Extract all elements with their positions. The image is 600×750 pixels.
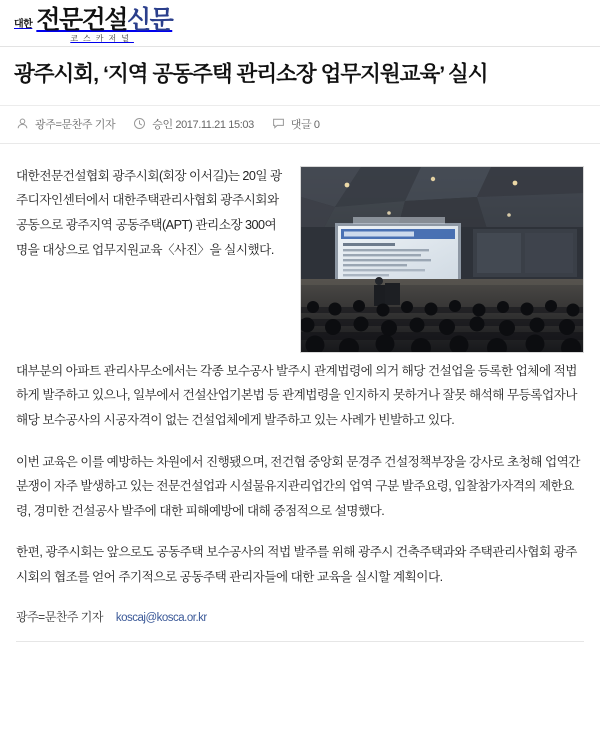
byline-date-label: 승인 2017.11.21 15:03 <box>152 118 254 131</box>
logo-row <box>14 8 172 33</box>
byline-date <box>133 116 254 132</box>
page-title: 광주시회, ‘지역 공동주택 관리소장 업무지원교육’ 실시 <box>14 62 488 86</box>
lead-section <box>16 164 584 359</box>
article-paragraph: 이번 교육은 이를 예방하는 차원에서 진행됐으며, 전건협 중앙회 문경주 건설정책부장을 강사로 초청해 업역간 분쟁이 자주 발생하고 있는 전문건설업과 시설물유지관리업간의 업역 구분 발주요령, 입찰참가자격의 제한요령, 경미한 건설공사 발주에 대한 피해예방에 대해 중점적으로 설명했다. <box>16 454 580 518</box>
logo-subtitle: 코스카저널 <box>70 34 134 43</box>
logo-title-main: 전문건설 <box>36 6 127 34</box>
byline-author <box>16 116 115 132</box>
headline-band <box>0 46 600 106</box>
clock-icon <box>133 117 146 130</box>
article-paragraph: 한편, 광주시회는 앞으로도 공동주택 보수공사의 적법 발주를 위해 광주시 건축주택과와 주택관리사협회 광주시회의 협조를 얻어 주기적으로 공동주택 관리자들에 대한 교육을 실시할 계획이다. <box>16 545 577 584</box>
logo-title <box>36 8 172 33</box>
footer-email-link[interactable]: koscaj@kosca.or.kr <box>115 612 207 625</box>
article-paragraph: 대한전문건설협회 광주시회(회장 이서길)는 20일 광주디자인센터에서 대한주택관리사협회 광주시회와 공동으로 광주지역 공동주택(APT) 관리소장 300여명을 대상으로 업무지원교육〈사진〉을 실시했다. <box>16 168 282 257</box>
article-paragraph: 대부분의 아파트 관리사무소에서는 각종 보수공사 발주시 관계법령에 의거 해당 건설업을 등록한 업체에 적법하게 발주하고 있으나, 일부에서 건설산업기본법 등 관계법령을 인지하지 못하거나 잘못 해석해 무등록업자나 해당 보수공사의 시공자격이 없는 건설업체에게 발주하고 있는 사례가 빈발하고 있다. <box>16 363 577 428</box>
lecture-hall-photo <box>300 166 584 353</box>
logo-prefix: 대한 <box>14 20 32 33</box>
site-logo[interactable] <box>14 8 172 43</box>
article-footer-byline <box>0 606 600 625</box>
person-icon <box>16 117 29 130</box>
byline <box>0 106 600 144</box>
bottom-divider <box>16 641 584 642</box>
logo-title-accent: 신문 <box>126 6 173 34</box>
byline-comments[interactable] <box>272 116 320 132</box>
site-masthead <box>0 0 600 46</box>
comment-icon <box>272 117 285 130</box>
byline-author-label: 광주=문찬주 기자 <box>35 118 116 131</box>
byline-comments-label: 댓글 0 <box>290 118 320 131</box>
footer-author: 광주=문찬주 기자 <box>16 610 103 625</box>
article-body <box>0 144 600 589</box>
